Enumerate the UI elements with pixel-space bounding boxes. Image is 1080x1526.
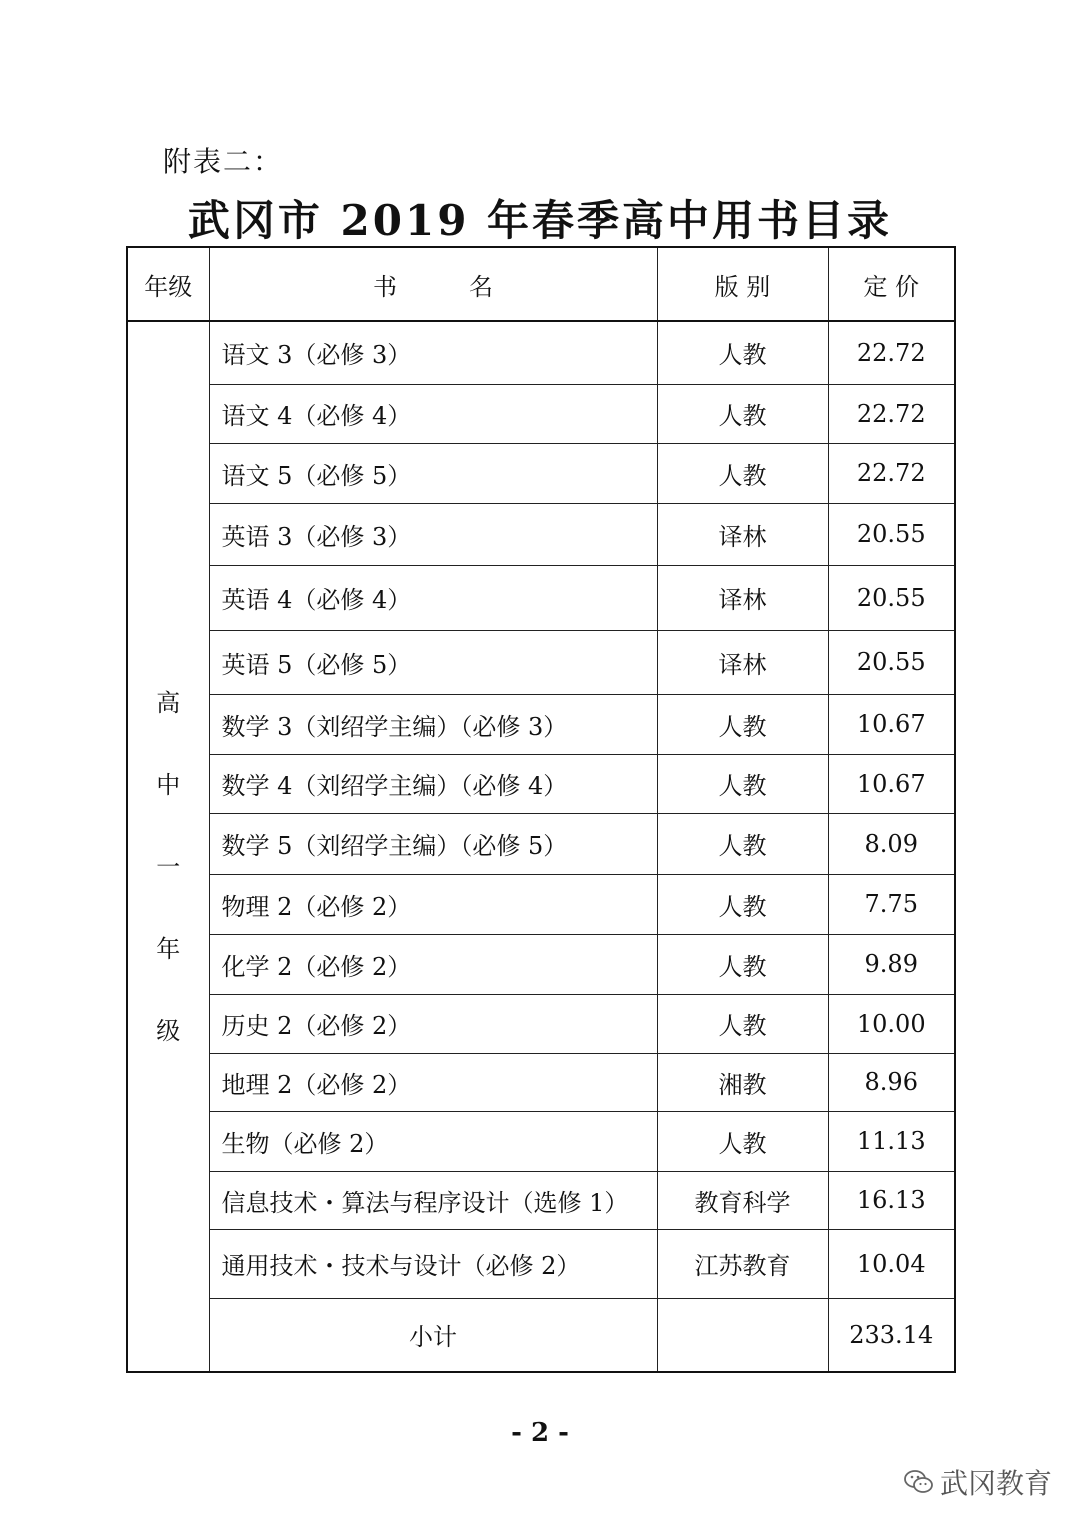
price-cell: 9.89: [828, 934, 955, 994]
header-grade: 年级: [127, 247, 209, 321]
table-row: [127, 994, 955, 1053]
publisher-cell: 人教: [657, 813, 828, 874]
book-name-cell: 英语 5（必修 5）: [209, 630, 657, 694]
price-cell: 8.96: [828, 1053, 955, 1111]
book-name-cell: 信息技术・算法与程序设计（选修 1）: [209, 1171, 657, 1229]
header-publisher: 版 别: [657, 247, 828, 321]
book-list-table: [126, 246, 956, 1373]
table-row: [127, 1111, 955, 1171]
price-cell: 22.72: [828, 321, 955, 384]
publisher-cell: 人教: [657, 934, 828, 994]
publisher-cell: 人教: [657, 694, 828, 754]
book-name-cell: 数学 4（刘绍学主编）（必修 4）: [209, 754, 657, 813]
publisher-cell: 人教: [657, 1111, 828, 1171]
subtotal-publisher-empty: [657, 1298, 828, 1372]
table-row: [127, 321, 955, 384]
book-name-cell: 英语 4（必修 4）: [209, 565, 657, 630]
book-name-cell: 语文 5（必修 5）: [209, 443, 657, 503]
price-cell: 8.09: [828, 813, 955, 874]
table-row: [127, 630, 955, 694]
price-cell: 16.13: [828, 1171, 955, 1229]
table-row: [127, 694, 955, 754]
page-title: 武冈市 2019 年春季高中用书目录: [187, 196, 893, 245]
publisher-cell: 人教: [657, 443, 828, 503]
grade-char: 中: [156, 770, 181, 799]
book-name-cell: 语文 3（必修 3）: [209, 321, 657, 384]
price-cell: 10.67: [828, 754, 955, 813]
price-cell: 20.55: [828, 503, 955, 565]
price-cell: 20.55: [828, 565, 955, 630]
header-price: 定 价: [828, 247, 955, 321]
publisher-cell: 译林: [657, 503, 828, 565]
publisher-cell: 人教: [657, 321, 828, 384]
subtotal-label: 小计: [209, 1298, 657, 1372]
book-name-cell: 生物（必修 2）: [209, 1111, 657, 1171]
appendix-label: 附表二：: [163, 145, 284, 178]
grade-cell: [127, 321, 209, 1372]
grade-char: 级: [156, 1016, 181, 1045]
book-name-cell: 语文 4（必修 4）: [209, 384, 657, 443]
table-row: [127, 813, 955, 874]
wechat-icon: [904, 1469, 934, 1495]
table-row: [127, 874, 955, 934]
table-header-row: [127, 247, 955, 321]
table-row: [127, 503, 955, 565]
table-row: [127, 1229, 955, 1298]
book-name-cell: 通用技术・技术与设计（必修 2）: [209, 1229, 657, 1298]
table-row: [127, 754, 955, 813]
publisher-cell: 人教: [657, 994, 828, 1053]
grade-char: 年: [156, 934, 181, 963]
price-cell: 22.72: [828, 384, 955, 443]
subtotal-row: [127, 1298, 955, 1372]
table-row: [127, 565, 955, 630]
price-cell: 10.67: [828, 694, 955, 754]
publisher-cell: 人教: [657, 384, 828, 443]
book-name-cell: 数学 3（刘绍学主编）（必修 3）: [209, 694, 657, 754]
price-cell: 10.00: [828, 994, 955, 1053]
price-cell: 7.75: [828, 874, 955, 934]
price-cell: 11.13: [828, 1111, 955, 1171]
book-name-cell: 英语 3（必修 3）: [209, 503, 657, 565]
book-name-cell: 物理 2（必修 2）: [209, 874, 657, 934]
publisher-cell: 人教: [657, 874, 828, 934]
book-name-cell: 化学 2（必修 2）: [209, 934, 657, 994]
grade-char: 一: [156, 852, 181, 881]
grade-char: 高: [156, 688, 181, 717]
page-number: - 2 -: [511, 1418, 569, 1448]
table-row: [127, 384, 955, 443]
book-name-cell: 地理 2（必修 2）: [209, 1053, 657, 1111]
price-cell: 22.72: [828, 443, 955, 503]
header-book-name: 书 名: [209, 247, 657, 321]
table-row: [127, 443, 955, 503]
table-row: [127, 1171, 955, 1229]
publisher-cell: 江苏教育: [657, 1229, 828, 1298]
price-cell: 20.55: [828, 630, 955, 694]
publisher-cell: 译林: [657, 565, 828, 630]
subtotal-price: 233.14: [828, 1298, 955, 1372]
table-row: [127, 1053, 955, 1111]
publisher-cell: 译林: [657, 630, 828, 694]
publisher-cell: 湘教: [657, 1053, 828, 1111]
book-name-cell: 历史 2（必修 2）: [209, 994, 657, 1053]
price-cell: 10.04: [828, 1229, 955, 1298]
watermark-text: 武冈教育: [940, 1467, 1053, 1500]
publisher-cell: 人教: [657, 754, 828, 813]
publisher-cell: 教育科学: [657, 1171, 828, 1229]
table-row: [127, 934, 955, 994]
watermark: [904, 1462, 1052, 1502]
book-name-cell: 数学 5（刘绍学主编）（必修 5）: [209, 813, 657, 874]
